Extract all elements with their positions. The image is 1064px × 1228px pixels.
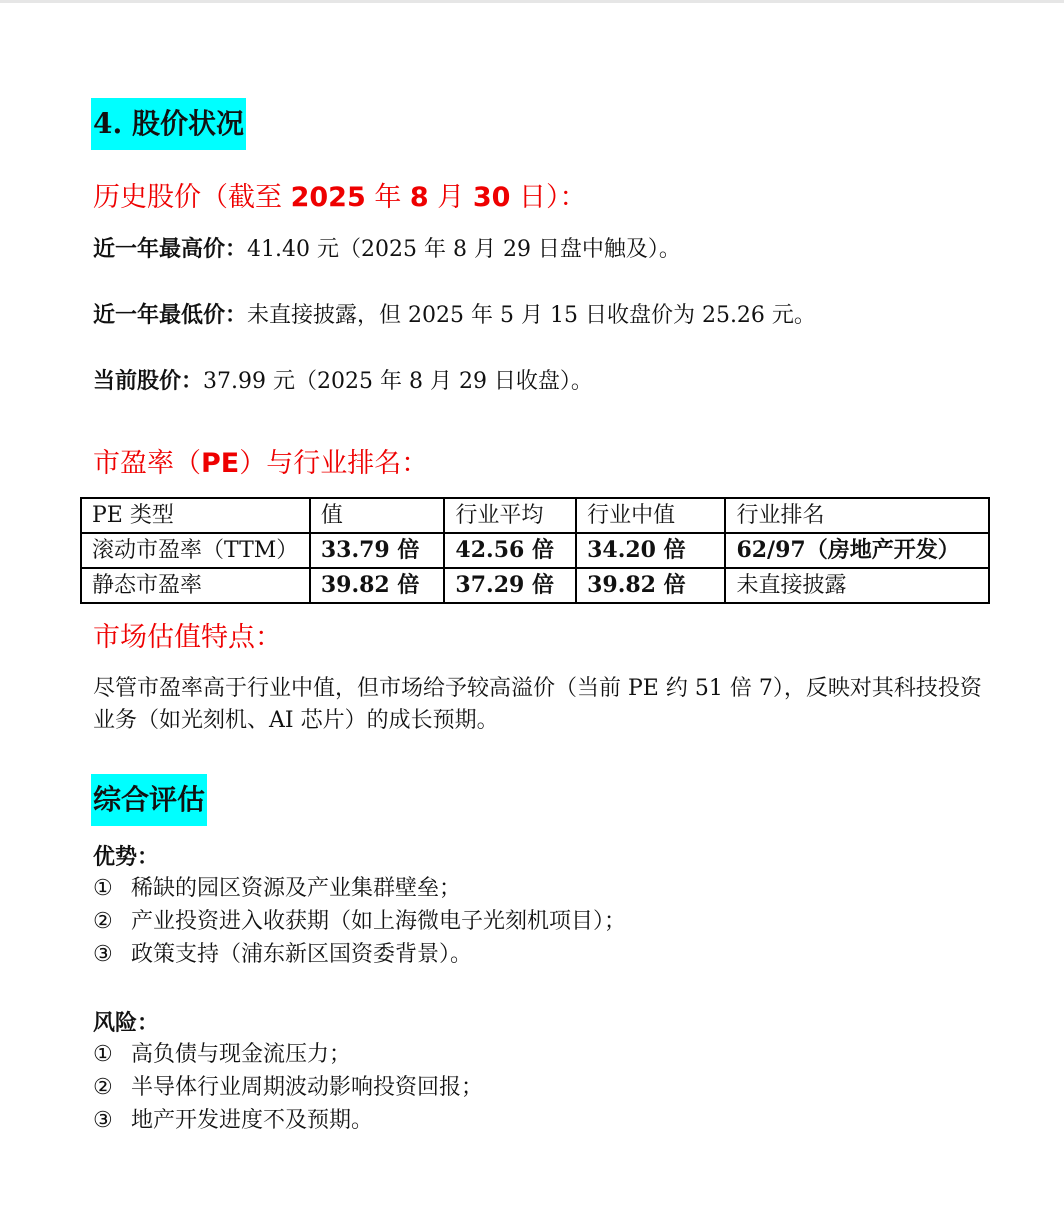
year-high-value: 41.40 元（2025 年 8 月 29 日盘中触及）。	[247, 237, 681, 262]
table-header-cell: PE 类型	[81, 498, 310, 533]
list-item	[93, 906, 626, 938]
year-high-label: 近一年最高价：	[93, 236, 248, 262]
table-header-cell: 行业中值	[576, 498, 725, 533]
pe-table	[80, 497, 990, 604]
year-low-label: 近一年最低价：	[93, 302, 248, 328]
list-text: 高负债与现金流压力；	[131, 1042, 352, 1067]
list-marker: ①	[93, 876, 113, 901]
history-price-heading: 历史股价（截至 2025 年 8 月 30 日）：	[93, 182, 587, 213]
table-cell-value: 33.79 倍	[310, 533, 445, 568]
section-heading-assessment: 综合评估	[91, 774, 207, 826]
list-marker: ③	[93, 942, 113, 967]
table-cell-industry-avg: 37.29 倍	[444, 568, 576, 603]
table-header-row	[81, 498, 989, 533]
risks-label: 风险：	[93, 1010, 160, 1036]
list-text: 半导体行业周期波动影响投资回报；	[131, 1075, 484, 1100]
year-low-line	[93, 300, 816, 331]
table-cell-ranking: 未直接披露	[725, 568, 989, 603]
table-cell-industry-median: 34.20 倍	[576, 533, 725, 568]
list-marker: ②	[93, 1075, 113, 1100]
list-marker: ②	[93, 909, 113, 934]
table-row	[81, 568, 989, 603]
year-high-line	[93, 234, 681, 265]
list-item	[93, 873, 461, 905]
table-header-cell: 行业平均	[444, 498, 576, 533]
list-item	[93, 1039, 351, 1071]
list-item	[93, 1072, 483, 1104]
list-text: 政策支持（浦东新区国资委背景）。	[131, 942, 473, 967]
table-cell-ranking: 62/97（房地产开发）	[725, 533, 989, 568]
table-header-cell: 值	[310, 498, 445, 533]
list-text: 产业投资进入收获期（如上海微电子光刻机项目）；	[131, 909, 627, 934]
table-cell-industry-avg: 42.56 倍	[444, 533, 576, 568]
current-price-label: 当前股价：	[93, 368, 204, 394]
list-item	[93, 1105, 373, 1137]
list-text: 稀缺的园区资源及产业集群壁垒；	[131, 876, 462, 901]
valuation-heading: 市场估值特点：	[93, 622, 282, 653]
page-top-border	[0, 0, 1064, 3]
table-row	[81, 533, 989, 568]
pe-ranking-heading: 市盈率（PE）与行业排名：	[93, 448, 429, 479]
list-marker: ③	[93, 1108, 113, 1133]
table-cell-type: 静态市盈率	[81, 568, 310, 603]
table-cell-type: 滚动市盈率（TTM）	[81, 533, 310, 568]
table-cell-value: 39.82 倍	[310, 568, 445, 603]
strengths-label: 优势：	[93, 844, 160, 870]
valuation-paragraph: 尽管市盈率高于行业中值，但市场给予较高溢价（当前 PE 约 51 倍 7），反映对其科技投资业务（如光刻机、AI 芯片）的成长预期。	[93, 676, 982, 733]
list-marker: ①	[93, 1042, 113, 1067]
list-item	[93, 939, 472, 971]
table-cell-industry-median: 39.82 倍	[576, 568, 725, 603]
year-low-value: 未直接披露，但 2025 年 5 月 15 日收盘价为 25.26 元。	[247, 303, 816, 328]
section-heading-stock-price: 4. 股价状况	[91, 98, 246, 150]
list-text: 地产开发进度不及预期。	[131, 1108, 374, 1133]
table-header-cell: 行业排名	[725, 498, 989, 533]
current-price-line	[93, 366, 593, 397]
current-price-value: 37.99 元（2025 年 8 月 29 日收盘）。	[203, 369, 593, 394]
